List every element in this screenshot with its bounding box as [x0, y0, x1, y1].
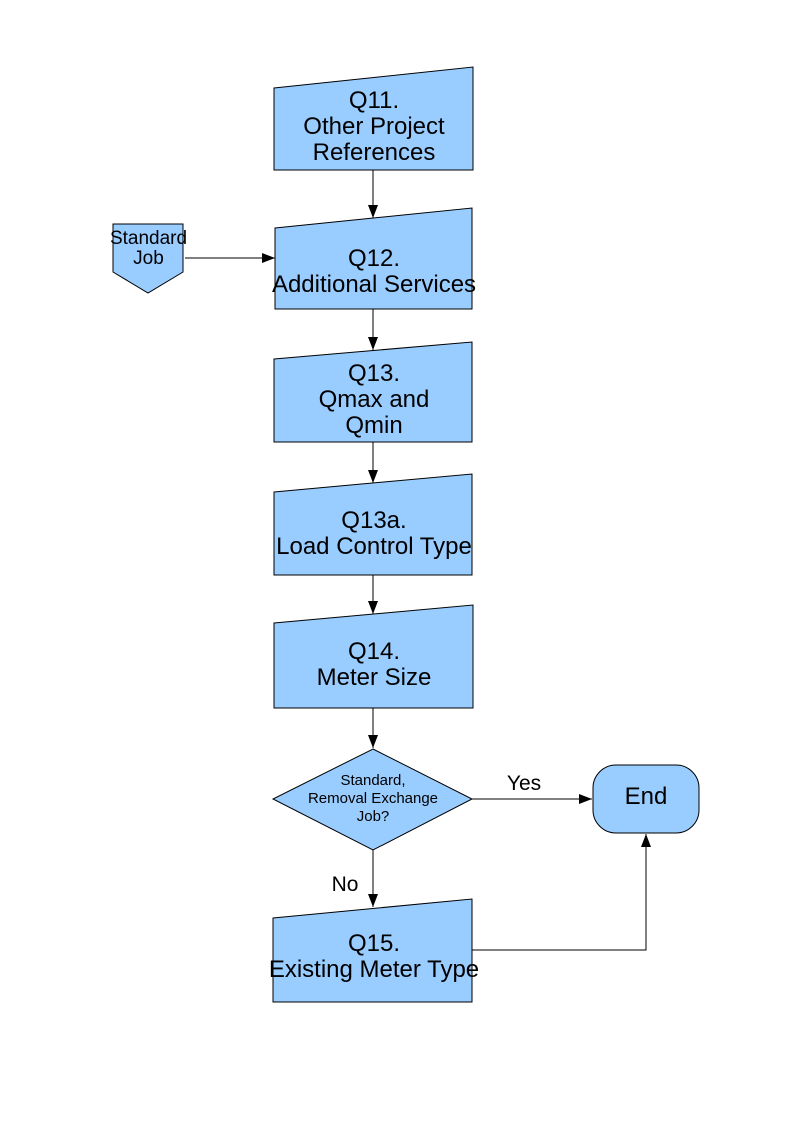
node-q14-label: Q14. Meter Size: [316, 638, 432, 691]
edge-label-no: No: [331, 873, 359, 896]
node-end-shape: [593, 765, 699, 833]
node-decision-shape: [273, 749, 472, 850]
edge-label-yes: Yes: [506, 772, 542, 795]
node-q11-shape: [274, 67, 473, 170]
node-decision-label: Standard, Removal Exchange Job?: [307, 772, 439, 825]
node-q13a-shape: [274, 474, 472, 575]
edge-q15-end: [472, 834, 646, 950]
node-q13a-label: Q13a. Load Control Type: [276, 507, 472, 560]
node-q15-label: Q15. Existing Meter Type: [268, 930, 480, 983]
node-q12-label: Q12. Additional Services: [271, 245, 477, 298]
node-q15-shape: [273, 899, 472, 1002]
node-q13-shape: [274, 342, 472, 442]
node-q12-shape: [275, 208, 472, 309]
node-end-label: End: [624, 783, 668, 810]
node-q13-label: Q13. Qmax and Qmin: [318, 360, 430, 439]
node-standard-job-label: Standard Job: [109, 228, 188, 269]
node-q14-shape: [274, 605, 473, 708]
node-standard-job-shape: [113, 224, 183, 293]
node-q11-label: Q11. Other Project References: [303, 87, 445, 166]
